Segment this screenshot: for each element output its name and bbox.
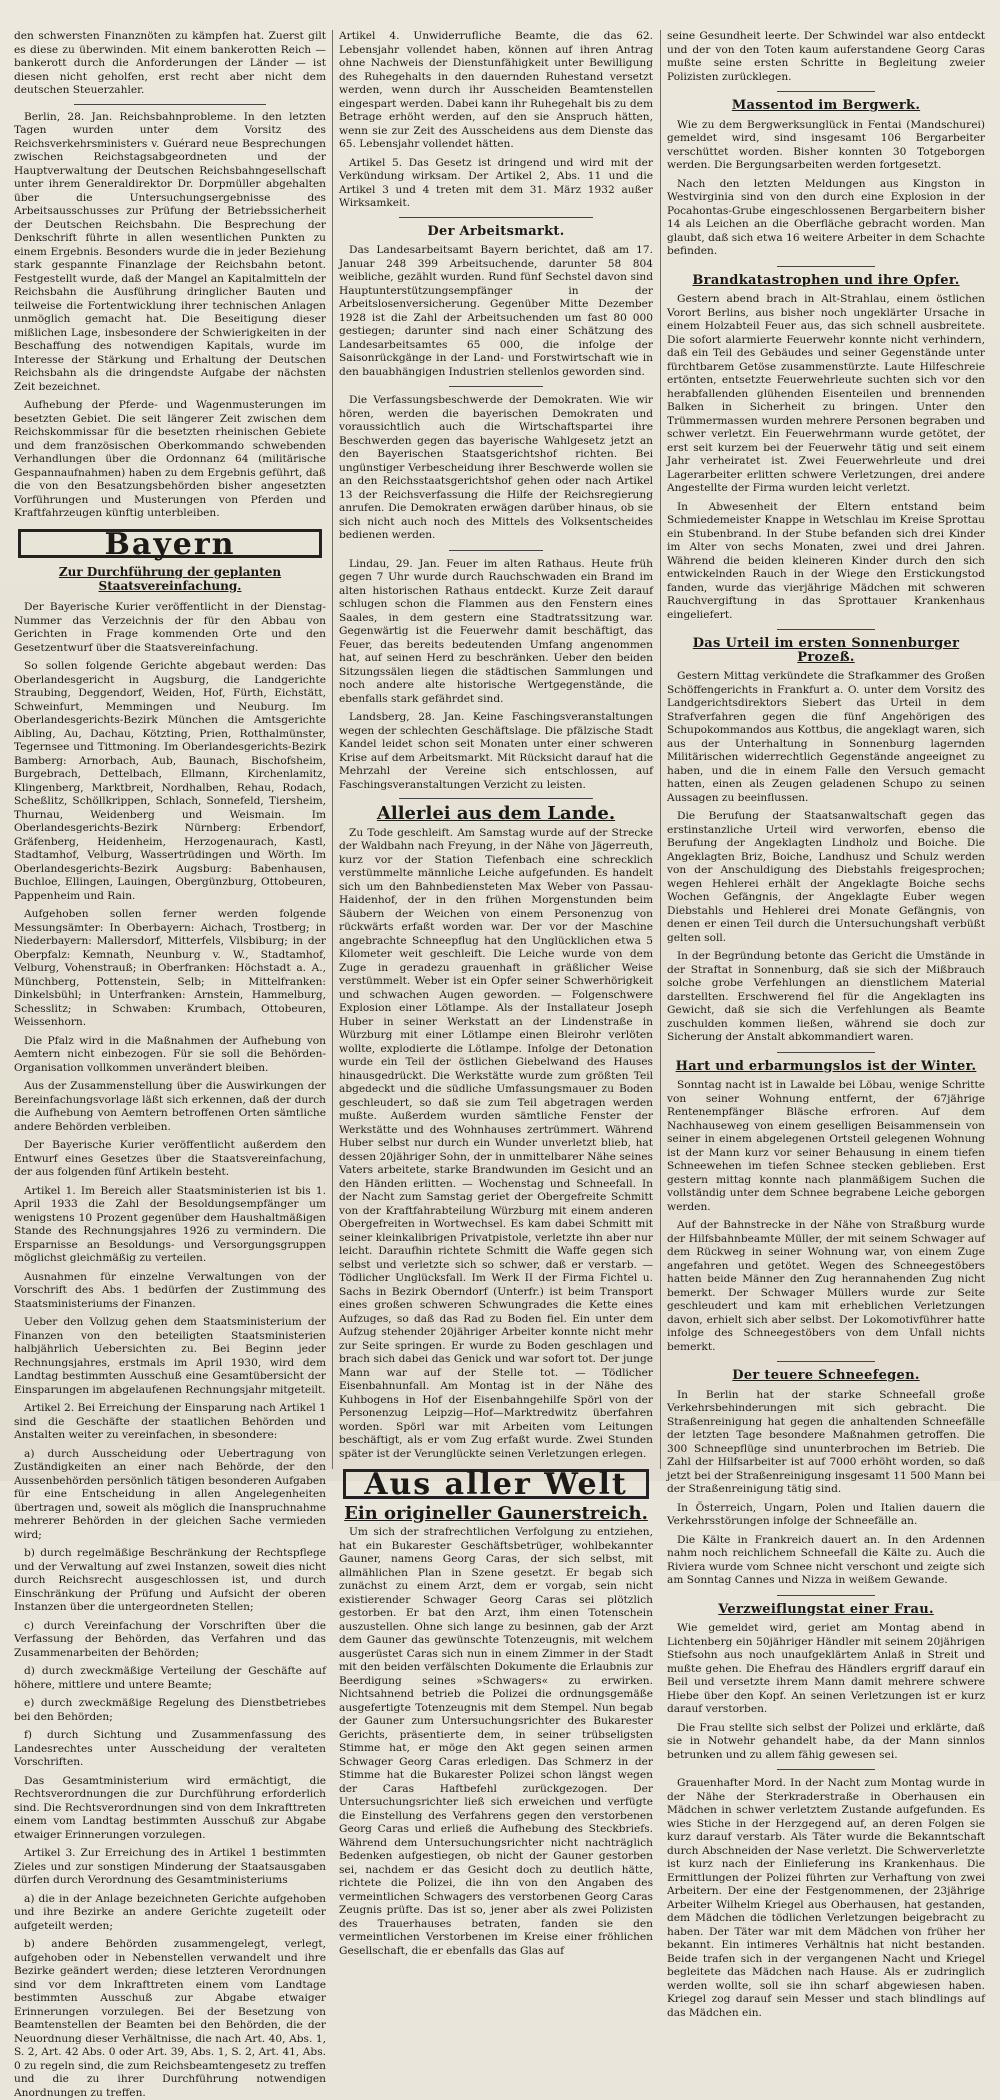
article-headline: Der teuere Schneefegen.: [732, 1368, 920, 1383]
article-headline: Massentod im Bergwerk.: [731, 98, 921, 113]
article-paragraph: den schwersten Finanznöten zu kämpfen hat. Zuerst gilt es diese zu überwinden. Mit einem bankerotten Reich — bankerott durch die Anforderungen der Länder — ist diesen nicht geholfen, erst recht aber nicht dem deutschen Steuerzahler.: [14, 30, 326, 96]
article-paragraph: Grauenhafter Mord. In der Nacht zum Montag wurde in der Nähe der Sterkraderstraße in Oberhausen ein Mädchen in schwer verletztem Zustande aufgefunden. Es wies Stiche in der Herzgegend auf, an deren Folgen sie kurz darauf verstarb. Als Täter wurde die Bekanntschaft durch Abschneiden der Nase verletzt. Die Schwerverletzte ist kurz nach der Einlieferung ins Krankenhaus. Die Ermittlungen der Polizei führten zur Verhaftung von zwei Arbeitern. Der eine der Festgenommenen, der 23jährige Arbeiter Wilhelm Kriegel aus Oberhausen, hat gestanden, dem Mädchen die tödlichen Verletzungen beigebracht zu haben. Der Täter war mit dem Mädchen von früher her bekannt. Ein intimeres Verhältnis hat nicht bestanden. Beide trafen sich in der vergangenen Nacht und Kriegel begleitete das Mädchen nach Hause. Als er zudringlich werden wollte, soll sie ihn scharf abgewiesen haben. Kriegel zog darauf sein Messer und stach blindlings auf das Mädchen ein.: [667, 1777, 985, 2019]
article-paragraph: Aufgehoben sollen ferner werden folgende Messungsämter: In Oberbayern: Aichach, Trostberg; in Niederbayern: Mallersdorf, Mitterfels, Vilsbiburg; in der Oberpfalz: Kemnath, Neunburg v. W., Stadtamhof, Velburg, Vohenstrauß; in Oberfranken: Höchstadt a. A., Münchberg, Pottenstein, Selb; in Mittelfranken: Dinkelsbühl; in Unterfranken: Arnstein, Hammelburg, Schesslitz; in Schwaben: Krumbach, Ottobeuren, Weissenhorn.: [14, 908, 326, 1028]
separator: [399, 217, 593, 218]
article-paragraph: Aus der Zusammenstellung über die Auswirkungen der Bereinfachungsvorlage läßt sich erkennen, daß der durch die Aufhebung von Aemtern betroffenen Orten sämtliche andere Behörden verbleiben.: [14, 1080, 326, 1133]
article-headline: Ein origineller Gaunerstreich.: [344, 1502, 648, 1524]
article-paragraph: Die Verfassungsbeschwerde der Demokraten. Wie wir hören, werden die bayerischen Demokraten und voraussichtlich auch die Wirtschaftspartei ihre Beschwerden gegen das bayerische Wahlgesetz jetzt an den Bayerischen Staatsgerichtshof richten. Bei ungünstiger Verbescheidung ihrer Beschwerde wollen sie an den Reichsstaatsgerichtshof gehen oder nach Artikel 13 der Reichsverfassung die Hilfe der Reichsregierung anrufen. Die Demokraten erwägen darüber hinaus, ob sie sich nicht auch noch des Mittels des Volksentscheides bedienen werden.: [339, 394, 653, 541]
article-paragraph: a) die in der Anlage bezeichneten Gerichte aufgehoben und ihre Bezirke an andere Gerichte zugeteilt oder aufgeteilt werden;: [14, 1892, 326, 1932]
section-banner-aus-aller-welt: Aus aller Welt: [343, 1469, 649, 1499]
separator: [777, 1769, 875, 1770]
article-paragraph: So sollen folgende Gerichte abgebaut werden: Das Oberlandesgericht in Augsburg, die Landgerichte Straubing, Deggendorf, Weiden, Hof, Fürth, Eichstätt, Schweinfurt, Memmingen und Neuburg. Im Oberlandesgerichts-Bezirk München die Amtsgerichte Aibling, Au, Dachau, Kötzting, Prien, Rotthalmünster, Tegernsee und Tittmoning. Im Oberlandesgerichts-Bezirk Bamberg: Arnorbach, Aub, Baunach, Bischofsheim, Burgebrach, Dettelbach, Ellmann, Kirchenlamitz, Klingenberg, Marktbreit, Nordhalben, Rehau, Rodach, Scheßlitz, Schöllkrippen, Schlach, Sonnefeld, Tiersheim, Thurnau, Weidenberg und Weismain. Im Oberlandesgerichts-Bezirk Nürnberg: Erbendorf, Gräfenberg, Heidenheim, Herzogenaurach, Kastl, Stadtamhof, Velburg, Wassertrüdingen und Wörth. Im Oberlandesgerichts-Bezirk Augsburg: Babenhausen, Buchloe, Ellingen, Lauingen, Obergünzburg, Ottobeuren, Pappenheim und Rain.: [14, 660, 326, 902]
article-paragraph: a) durch Ausscheidung oder Uebertragung von Zuständigkeiten an einer nach Behörde, der den Aussenbehörden persönlich tätigen besonderen Aufgaben für eine Entscheidung in allen Angelegenheiten übertragen und, soweit als möglich die Inanspruchnahme mehrerer Behörden in der gleichen Sache vermieden wird;: [14, 1447, 326, 1541]
article-paragraph: Der Bayerische Kurier veröffentlicht außerdem den Entwurf eines Gesetzes über die Staatsvereinfachung, der aus folgenden fünf Artikeln besteht.: [14, 1139, 326, 1178]
article-paragraph: Artikel 4. Unwiderrufliche Beamte, die das 62. Lebensjahr vollendet haben, können auf ihren Antrag ohne Nachweis der Dienstunfähigkeit unter Bewilligung des Ruhegehalts in den dauernden Ruhestand versetzt werden, wenn durch ihr Ausscheiden Beamtenstellen eingespart werden. Dabei kann ihr Ruhegehalt bis zu dem Betrage erhöht werden, auf den sie Anspruch hätten, wenn sie zur Zeit des Ausscheidens aus dem Dienste das 65. Lebensjahr vollendet hätten.: [339, 30, 653, 150]
article-paragraph: c) durch Vereinfachung der Vorschriften über die Verfassung der Behörden, das Verfahren und das Zusammenarbeiten der Behörden;: [14, 1619, 326, 1659]
section-banner-bayern: Bayern: [18, 529, 322, 559]
article-paragraph: Gestern abend brach in Alt-Strahlau, einem östlichen Vorort Berlins, aus bisher noch ungeklärter Ursache in einem Holzabteil Feuer aus, das sich schnell ausbreitete. Die sofort alarmierte Feuerwehr konnte nicht verhindern, daß ein Teil des Gebäudes und seiner Gegenstände unter fürchtbarem Getöse zusammenstürzte. Laute Hilfeschreie ertönten, entsetzte Feuerwehrleute suchten sich vor den herabfallenden glühenden Eisenteilen und brennenden Balken in Sicherheit zu bringen. Unter den Trümmermassen wurden mehrere Personen begraben und schwer verletzt. Ein Feuerwehrmann wurde getötet, der erst seit kurzem bei der Feuerwehr tätig und seit einem Jahr verheiratet ist. Zwei Feuerwehrleute und drei Lagerarbeiter erlitten schwere Verletzungen, drei andere Angestellte der Firma wurden leicht verletzt.: [667, 293, 985, 494]
article-paragraph: Gestern Mittag verkündete die Strafkammer des Großen Schöffengerichts in Frankfurt a. O. unter dem Vorsitz des Landgerichtsdirektors Siebert das Urteil in dem Strafverfahren gegen die fünf Angehörigen des Schupokommandos aus Kottbus, die angeklagt waren, sich aus der Unterhaltung in Sonnenburg lagernden Militärischen widerrechtlich Gegenstände angeeignet zu haben, und die in einem Falle den Versuch gemacht hatten, einen als Zeugen geladenen Schupo zu seinen Aussagen zu beeinflussen.: [667, 670, 985, 804]
article-paragraph: Ausnahmen für einzelne Verwaltungen von der Vorschrift des Abs. 1 bedürfen der Zustimmung des Staatsministeriums der Finanzen.: [14, 1270, 326, 1310]
separator: [777, 266, 875, 267]
article-paragraph: Auf der Bahnstrecke in der Nähe von Straßburg wurde der Hilfsbahnbeamte Müller, der mit seinem Schwager auf dem Rückweg in seiner Wohnung war, von einem Zuge angefahren und getötet. Wegen des Schneegestöbers hatten beide Männer den Zug herannahenden Zug nicht bemerkt. Der Schwager Müllers wurde zur Seite geschleudert und kam mit erheblichen Verletzungen davon, erhielt sich aber selbst. Der Lokomotivführer hatte infolge des Schneegestöbers von dem Unfall nichts bemerkt.: [667, 1219, 985, 1353]
article-paragraph: Berlin, 28. Jan. Reichsbahnprobleme. In den letzten Tagen wurden unter dem Vorsitz des Reichsverkehrsministers v. Guérard neue Besprechungen zwischen Reichstagsabgeordneten und der Hauptverwaltung der Deutschen Reichsbahngesellschaft unter ihrem Generaldirektor Dr. Dorpmüller abgehalten über die Untersuchungsergebnisse des Arbeitsausschusses zur Prüfung der Betriebssicherheit der Deutschen Reichsbahn. Die Besprechung der Denkschrift führte in allen wesentlichen Punkten zu einem Ergebnis. Besonders wurde die in jeder Beziehung stark gespannte Finanzlage der Reichsbahn betont. Festgestellt wurde, daß der Mangel an Kapitalmitteln der Reichsbahn die Ausführung dringlicher Bauten und teilweise die Fortentwicklung ihrer technischen Anlagen unmöglich gemacht hat. Die Beseitigung dieser mißlichen Lage, insbesondere der Schwierigkeiten in der Beschaffung des notwendigen Kapitals, wurde im Interesse der Stärkung und Erhaltung der Deutschen Reichsbahn als die dringendste Aufgabe der nächsten Zeit bezeichnet.: [14, 110, 326, 393]
column-rule: [660, 30, 661, 1469]
article-paragraph: f) durch Sichtung und Zusammenfassung des Landesrechtes unter Ausscheidung der veralteten Vorschriften.: [14, 1729, 326, 1768]
column-rule: [332, 30, 333, 1469]
article-paragraph: Nach den letzten Meldungen aus Kingston in Westvirginia sind von den durch eine Explosion in der Pocahontas-Grube eingeschlossenen Bergarbeitern bisher 14 als Leichen an die Oberfläche gebracht worden. Man glaubt, daß sich etwa 16 weitere Arbeiter in dem Schachte befinden.: [667, 177, 985, 257]
article-headline: Hart und erbarmungslos ist der Winter.: [675, 1058, 977, 1074]
article-paragraph: Die Berufung der Staatsanwaltschaft gegen das erstinstanzliche Urteil wird verworfen, ebenso die Berufung der Angeklagten Lindholz und Boiche. Die Angeklagten Briz, Boiche, Landhusz und Schulz werden von der Anschuldigung des Diebstahls freigesprochen; wegen Hehlerei erhält der Angeklagte Boiche sechs Wochen Gefängnis, der Angeklagte Euber wegen Diebstahls und Hehlerei drei Monate Gefängnis, von denen er einen Teil durch die Untersuchungshaft verbüßt gelten soll.: [667, 810, 985, 944]
column-3: [667, 30, 985, 2019]
separator: [449, 550, 543, 551]
article-paragraph: Um sich der strafrechtlichen Verfolgung zu entziehen, hat ein Bukarester Geschäftsbetrüger, wohlbekannter Gauner, namens Georg Caras, der sich selbst, mit allmählichen Plan in Szene gesetzt. Er begab sich zunächst zu einem Arzt, dem er vorgab, sein nicht existierender Schwager Georg Caras sei plötzlich gestorben. Er bat den Arzt, ihm einen Totenschein auszustellen. Ohne sich lange zu besinnen, gab der Arzt dem Gauner das gewünschte Totenzeugnis, mit welchem ausgerüstet Caras sich nun in einem Zimmer in der Stadt mit den beiden verfälschten Dokumente die Erlaubnis zur Beerdigung seines »Schwagers« zu erwirken. Nichtsahnend betrieb die Polizei die ordnungsgemäße ausgefertigte Totenzeugnis mit dem Stempel. Nun begab der Gauner zum Untersuchungsrichter des Bukarester Gerichts, präsentierte dem, in seiner trübseligsten Stimme hat, er möge den Akt gegen seinen armen Schwager Georg Caras erledigen. Das Schmerz in der Stimme hat die Bukarester Polizei schon längst wegen der Caras Haftbefehl zurückgezogen. Der Untersuchungsrichter ließ sich erweichen und verfügte die Einstellung des Verfahrens gegen den verstorbenen Georg Caras und erließ die Aufhebung des Steckbriefs. Während dem Untersuchungsrichter nicht nachträglich Bedenken aufgestiegen, ob nicht der Gauner gestorben sei, nachdem er das Gesicht doch zu deutlich hätte, richtete die Polizei, die ihn von den Angaben des vermeintlichen Schwagers des verstorbenen Georg Caras Zeugnis prüfte. Das ist so, jener aber als zwei Polizisten des Trauerhauses betraten, fanden sie den vermeintlichen Verstorbenen im Kreise einer fröhlichen Gesellschaft, die er ebenfalls das Glas auf: [339, 1526, 653, 1957]
article-paragraph: Der Bayerische Kurier veröffentlicht in der Dienstag-Nummer das Verzeichnis der für den Abbau von Gerichten in Frage kommenden Orte und den Gesetzentwurf über die Staatsvereinfachung.: [14, 601, 326, 654]
article-headline: Zur Durchführung der geplanten Staatsvereinfachung.: [58, 565, 282, 593]
article-headline: Der Arbeitsmarkt.: [427, 223, 565, 239]
separator: [777, 91, 875, 92]
article-paragraph: Wie zu dem Bergwerksunglück in Fentai (Mandschurei) gemeldet wird, sind insgesamt 106 Bergarbeiter verschüttet worden. Bisher konnten 30 Totgeborgen werden. Die Bergungsarbeiten werden fortgesetzt.: [667, 118, 985, 171]
article-paragraph: Sonntag nacht ist in Lawalde bei Löbau, wenige Schritte von seiner Wohnung entfernt, der 67jährige Rentenempfänger Bläsche erfroren. Auf dem Nachhauseweg von einem geselligen Beisammensein von seiner in einem abgelegenen Ortsteil gelegenen Wohnung ist der Mann kurz vor seiner Behausung in einem tiefen Schneewehen im tiefen Schnee stecken geblieben. Erst gestern mittag konnte nach planmäßigem Suchen die vollständig unter dem Schnee begrabene Leiche geborgen werden.: [667, 1079, 985, 1213]
article-paragraph: Artikel 5. Das Gesetz ist dringend und wird mit der Verkündung wirksam. Der Artikel 2, Abs. 11 und die Artikel 3 und 4 treten mit dem 31. März 1932 außer Wirksamkeit.: [339, 156, 653, 209]
article-paragraph: Die Kälte in Frankreich dauert an. In den Ardennen nahm noch reichlichem Schneefall die Kälte zu. Auch die Riviera wurde vom Schnee nicht verschont und zeigte sich am Sonntag Cannes und Nizza in weißem Gewande.: [667, 1533, 985, 1586]
article-paragraph: Landsberg, 28. Jan. Keine Faschingsveranstaltungen wegen der schlechten Geschäftslage. Die pfälzische Stadt Kandel leidet schon seit Monaten unter einer schweren Krise auf dem Arbeitsmarkt. Mit Rücksicht darauf hat die Mehrzahl der Vereine sich entschlossen, auf Faschingsveranstaltungen Verzicht zu leisten.: [339, 711, 653, 791]
article-headline: Das Urteil im ersten Sonnenburger Prozeß.: [692, 636, 960, 665]
article-paragraph: Das Landesarbeitsamt Bayern berichtet, daß am 17. Januar 248 399 Arbeitsuchende, darunter 58 804 weibliche, gezählt wurden. Rund fünf Sechstel davon sind Hauptunterstützungsempfänger in der Arbeitslosenversicherung. Gegenüber Mitte Dezember 1928 ist die Zahl der Arbeitsuchenden um fast 80 000 gestiegen; darunter sind nach einer Schätzung des Landesarbeitsamtes 65 000, die infolge der Saisonrückgänge in der Land- und Forstwirtschaft wie in den bauabhängigen Industrien stellenlos geworden sind.: [339, 244, 653, 378]
article-headline: Allerlei aus dem Lande.: [376, 803, 616, 824]
article-paragraph: seine Gesundheit leerte. Der Schwindel war also entdeckt und der von den Toten kaum auferstandene Georg Caras mußte seine ersten Schritte in Begleitung zweier Polizisten zurücklegen.: [667, 30, 985, 83]
article-paragraph: Zu Tode geschleift. Am Samstag wurde auf der Strecke der Waldbahn nach Freyung, in der Nähe von Jägerreuth, kurz vor der Station Tiefenbach eine schrecklich verstümmelte männliche Leiche aufgefunden. Es handelt sich um den Bahnbediensteten Max Weber von Passau-Haidenhof, der in den frühen Morgenstunden beim Säubern der Weichen von einem Personenzug von rückwärts erfaßt worden war. Der vor der Maschine angebrachte Schneepflug hat den Unglücklichen etwa 5 Kilometer weit geschleift. Die Leiche wurde von dem Zuge in geradezu grauenhaft in gräßlicher Weise verstümmelt. Weber ist ein Opfer seiner Schwerhörigkeit und schwachen Augen geworden. — Folgenschwere Explosion einer Lötlampe. Als der Installateur Joseph Huber in seiner Werkstatt an der Lindenstraße in Würzburg mit einer Lötlampe einen Bleirohr verlöten wollte, explodierte die Lötlampe. Infolge der Detonation wurde ein Teil der östlichen Giebelwand des Hauses hinausgedrückt. Die Werkstätte wurde zum größten Teil abgedeckt und die südliche Umfassungsmauer zu Boden geschleudert, so daß sie zum Teil abgetragen werden mußte. Außerdem wurden sämtliche Fenster der Werkstätte und des Wohnhauses zertrümmert. Während Huber selbst nur durch ein Wunder unverletzt blieb, hat dessen 20jähriger Sohn, der in unmittelbarer Nähe seines Vaters arbeitete, starke Brandwunden im Gesicht und an den Händen erlitten. — Wochenstag und Schneefall. In der Nacht zum Samstag geriet der Obergefreite Schmitt von der Kraftfahrabteilung Würzburg mit einem anderen Obergefreiten in Wortwechsel. Es kam dabei Schmitt mit seiner kleinkalibrigen Privatpistole, verletzte ihn aber nur leicht. Daraufhin richtete Schmitt die Waffe gegen sich selbst und verletzte sich so schwer, daß er verstarb. — Tödlicher Unglücksfall. Im Werk II der Firma Fichtel u. Sachs in Bezirk Oberndorf (Unterfr.) ist beim Transport eines großen schweren Schwungrades die Kette eines Aufzuges, so daß das Rad zu Boden fiel. Ein unter dem Aufzug stehender 20jähriger Arbeiter konnte nicht mehr zur Seite springen. Er wurde zu Boden geschlagen und brach sich dabei das Genick und war sofort tot. Der junge Mann war auf der Stelle tot. — Tödlicher Eisenbahnunfall. Am Montag ist in der Nähe des Kuhbogens in Hof der Eisenbahngehilfe Spörl von der Personenzug Leipzig—Hof—Marktredwitz überfahren worden. Spörl war mit Arbeiten vom Leitungen beschäftigt, als er vom Zug erfaßt wurde. Zwei Stunden später ist der Verunglückte seinen Verletzungen erlegen.: [339, 826, 653, 1460]
article-paragraph: d) durch zweckmäßige Verteilung der Geschäfte auf höhere, mittlere und untere Beamte;: [14, 1665, 326, 1691]
article-paragraph: Das Gesamtministerium wird ermächtigt, die Rechtsverordnungen die zur Durchführung erforderlich sind. Die Rechtsverordnungen sind von dem Inkrafttreten einem vom Landtag bestimmten Ausschuß zur Abgabe etwaiger Erinnerungen vorzulegen.: [14, 1774, 326, 1841]
article-paragraph: Die Pfalz wird in die Maßnahmen der Aufhebung von Aemtern nicht einbezogen. Für sie soll die Behörden-Organisation vollkommen unverändert bleiben.: [14, 1034, 326, 1074]
article-paragraph: In der Begründung betonte das Gericht die Umstände in der Straftat in Sonnenburg, daß sie sich der Mißbrauch solche grobe Verfehlungen an dienstlichem Material darstellten. Erschwerend fiel für die Angeklagten ins Gewicht, daß sie sich die Verfehlungen als Beamte zuschulden kommen ließen, während sie doch zur Sicherung der Anstalt abkommandiert waren.: [667, 950, 985, 1043]
article-paragraph: Artikel 2. Bei Erreichung der Einsparung nach Artikel 1 sind die Geschäfte der staatlichen Behörden und Anstalten weiter zu vereinfachen, in sbesondere:: [14, 1402, 326, 1441]
column-1: [14, 30, 326, 2099]
article-paragraph: e) durch zweckmäßige Regelung des Dienstbetriebes bei den Behörden;: [14, 1697, 326, 1723]
separator: [449, 386, 543, 387]
separator: [777, 1052, 875, 1053]
separator: [399, 798, 593, 799]
column-2: [339, 30, 653, 1957]
article-headline: Brandkatastrophen und ihre Opfer.: [692, 272, 960, 288]
article-paragraph: Aufhebung der Pferde- und Wagenmusterungen im besetzten Gebiet. Die seit längerer Zeit zwischen dem Reichskommissar für die besetzten rheinischen Gebiete und dem französischen Oberkommando schwebenden Verhandlungen über die Ordonnanz 64 (militärische Gespannaufnahmen) haben zu dem Ergebnis geführt, daß die von den Besatzungsbehörden bisher angesetzten Vorführungen und Musterungen von Pferden und Kraftfahrzeugen künftig unterbleiben.: [14, 399, 326, 519]
article-paragraph: Artikel 3. Zur Erreichung des in Artikel 1 bestimmten Zieles und zur sonstigen Minderung der Staatsausgaben dürfen durch Verordnung des Gesamtministeriums: [14, 1847, 326, 1886]
article-headline: Verzweiflungstat einer Frau.: [718, 1601, 934, 1617]
article-paragraph: Ueber den Vollzug gehen dem Staatsministerium der Finanzen von den beteiligten Staatsministerien halbjährlich Uebersichten zu. Bei Beginn jeder Rechnungsjahres, erstmals im April 1930, wird dem Landtag bestimmten Ausschuß eine Gesamtübersicht der Einsparungen im abgelaufenen Rechnungsjahr mitgeteilt.: [14, 1316, 326, 1396]
article-paragraph: b) durch regelmäßige Beschränkung der Rechtspflege und der Verwaltung auf zwei Instanzen, soweit dies nicht durch Reichsrecht ausgeschlossen ist, und durch Einschränkung der Prüfung und Aufsicht der oberen Instanzen über die untergeordneten Stellen;: [14, 1547, 326, 1613]
article-paragraph: Artikel 1. Im Bereich aller Staatsministerien ist bis 1. April 1933 die Zahl der Besoldungsempfänger um wenigstens 10 Prozent gegenüber dem Haushaltmäßigen Stande des Rechnungsjahres 1926 zu vermindern. Die Ersparnisse an Besoldungs- und Versorgungsgruppen möglichst gleichmäßig zu verteilen.: [14, 1184, 326, 1264]
article-paragraph: Lindau, 29. Jan. Feuer im alten Rathaus. Heute früh gegen 7 Uhr wurde durch Rauchschwaden ein Brand im alten historischen Rathaus entdeckt. Kurze Zeit darauf schlugen schon die Flammen aus den Fenstern eines Saales, in dem gestern eine Stadtratssitzung war. Gegenwärtig ist die Feuerwehr damit beschäftigt, das Feuer, das bereits bedeutenden Umfang angenommen hat, auf seinen Herd zu beschränken. Ueber den beiden Sitzungssälen liegen die städtischen Sammlungen und noch andere alte historische Wertgegenstände, die ebenfalls stark gefährdet sind.: [339, 557, 653, 705]
separator: [777, 1361, 875, 1362]
article-paragraph: In Abwesenheit der Eltern entstand beim Schmiedemeister Knappe in Wetschlau im Kreise Sprottau ein Stubenbrand. In der Stube befanden sich drei Kinder im Alter von sechs Monaten, zwei und drei Jahren. Während die beiden kleineren Kinder durch den sich entwickelnden Rauch in der Wiege den Erstickungstod fanden, wurde das vierjährige Mädchen mit schweren Rauchvergiftung in das Sprottauer Krankenhaus eingeliefert.: [667, 500, 985, 621]
separator: [777, 1595, 875, 1596]
article-paragraph: Wie gemeldet wird, geriet am Montag abend in Lichtenberg ein 50jähriger Händler mit seinem 20jährigen Stiefsohn aus noch unaufgeklärtem Anlaß in Streit und mußte gehen. Die Ehefrau des Händlers ergriff darauf ein Beil und versetzte ihrem Mann damit mehrere schwere Hiebe über den Kopf. An seinen Verletzungen ist er kurz darauf verstorben.: [667, 1622, 985, 1715]
separator: [777, 629, 875, 630]
article-paragraph: b) andere Behörden zusammengelegt, verlegt, aufgehoben oder in Nebenstellen verwandelt und ihre Bezirke geändert werden; diese letzteren Verordnungen sind vor dem Inkrafttreten einem vom Landtage bestimmten Ausschuß zur Abgabe etwaiger Erinnerungen vorzulegen. Bei der Besetzung von Beamtenstellen der Beamten bei den Behörden, die der Neuordnung dieser Verhältnisse, die nach Art. 40, Abs. 1, S. 2, Art. 42 Abs. 0 oder Art. 39, Abs. 1, S. 2, Art. 41, Abs. 0 zu regeln sind, die zum Reichsbeamtengesetz zu treffen und die zu ihrer Durchführung notwendigen Anordnungen zu treffen.: [14, 1938, 326, 2099]
separator: [74, 104, 266, 105]
article-paragraph: In Berlin hat der starke Schneefall große Verkehrsbehinderungen mit sich gebracht. Die Straßenreinigung hat gegen die anhaltenden Schneefälle der letzten Tage besondere Maßnahmen getroffen. Die 300 Schneepflüge sind ununterbrochen im Betrieb. Die Zahl der Hilfsarbeiter ist auf 7000 erhöht worden, so daß jetzt bei der Straßenreinigung insgesamt 11 500 Mann bei der Straßenreinigung tätig sind.: [667, 1388, 985, 1495]
article-paragraph: In Österreich, Ungarn, Polen und Italien dauern die Verkehrsstörungen infolge der Schneefälle an.: [667, 1501, 985, 1527]
article-paragraph: Die Frau stellte sich selbst der Polizei und erklärte, daß sie in Notwehr gehandelt habe, da der Mann sinnlos betrunken und zu allem fähig gewesen sei.: [667, 1721, 985, 1761]
